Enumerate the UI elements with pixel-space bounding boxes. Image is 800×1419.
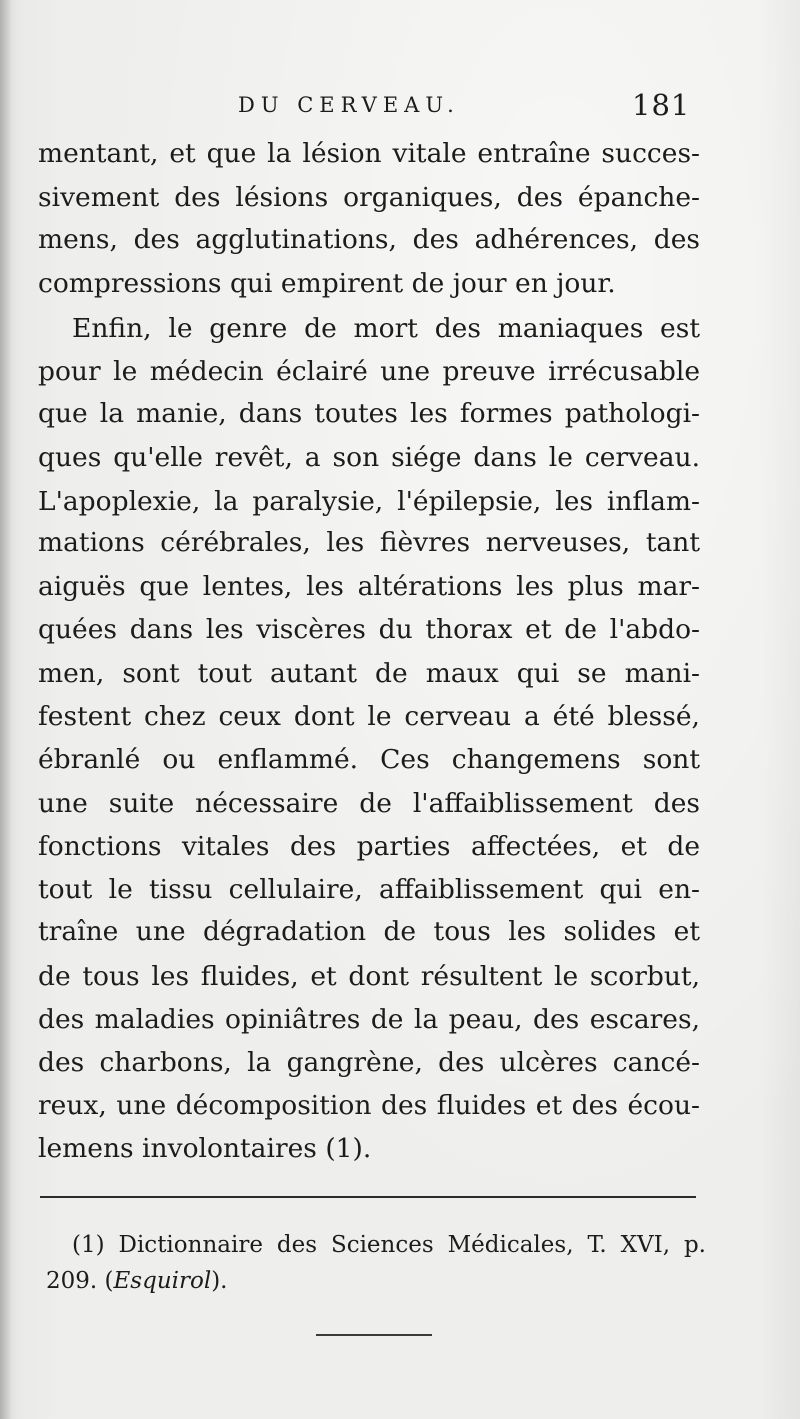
text-line: mentant, et que la lésion vitale entraîne succes-: [38, 138, 700, 169]
footnote-text: 209. (: [46, 1268, 114, 1294]
footnote-separator: [40, 1196, 696, 1198]
text-line: quées dans les viscères du thorax et de l'abdo-: [38, 614, 700, 645]
text-line: festent chez ceux dont le cerveau a été blessé,: [38, 701, 700, 732]
text-line: une suite nécessaire de l'affaiblissement des: [38, 788, 700, 819]
footnote-text: ).: [211, 1268, 228, 1294]
footnote-line: (1) Dictionnaire des Sciences Médicales, T. XVI, p.: [72, 1232, 706, 1258]
text-line: L'apoplexie, la paralysie, l'épilepsie, les inflam-: [38, 486, 700, 517]
text-line: tout le tissu cellulaire, affaiblissement qui en-: [38, 874, 700, 905]
footnote-author: Esquirol: [113, 1268, 212, 1294]
footnote-line: [46, 1264, 706, 1298]
text-line: lemens involontaires (1).: [38, 1133, 372, 1164]
text-line: mens, des agglutinations, des adhérences, des: [38, 224, 700, 255]
text-line: ques qu'elle revêt, a son siége dans le cerveau.: [38, 442, 700, 473]
running-head: DU CERVEAU.: [238, 93, 460, 117]
text-line: ébranlé ou enflammé. Ces changemens sont: [38, 744, 700, 775]
text-line: men, sont tout autant de maux qui se mani-: [38, 658, 700, 689]
text-line: traîne une dégradation de tous les solides et: [38, 916, 700, 947]
text-line: fonctions vitales des parties affectées, et de: [38, 831, 700, 862]
text-line: mations cérébrales, les fièvres nerveuses, tant: [38, 527, 700, 558]
text-line: sivement des lésions organiques, des épanche-: [38, 182, 700, 213]
text-line: des charbons, la gangrène, des ulcères cancé-: [38, 1047, 700, 1078]
text-line: de tous les fluides, et dont résultent le scorbut,: [38, 961, 700, 992]
text-line: reux, une décomposition des fluides et des écou-: [38, 1090, 700, 1121]
text-line: pour le médecin éclairé une preuve irrécusable: [38, 356, 700, 387]
paragraph-first-line: Enfin, le genre de mort des maniaques est: [72, 313, 700, 344]
page-number: 181: [632, 88, 691, 122]
text-line: compressions qui empirent de jour en jour.: [38, 268, 616, 299]
text-line: aiguës que lentes, les altérations les plus mar-: [38, 571, 700, 602]
text-line: que la manie, dans toutes les formes pathologi-: [38, 398, 700, 429]
bottom-ornament-rule: [316, 1334, 432, 1336]
text-line: des maladies opiniâtres de la peau, des escares,: [38, 1004, 700, 1035]
